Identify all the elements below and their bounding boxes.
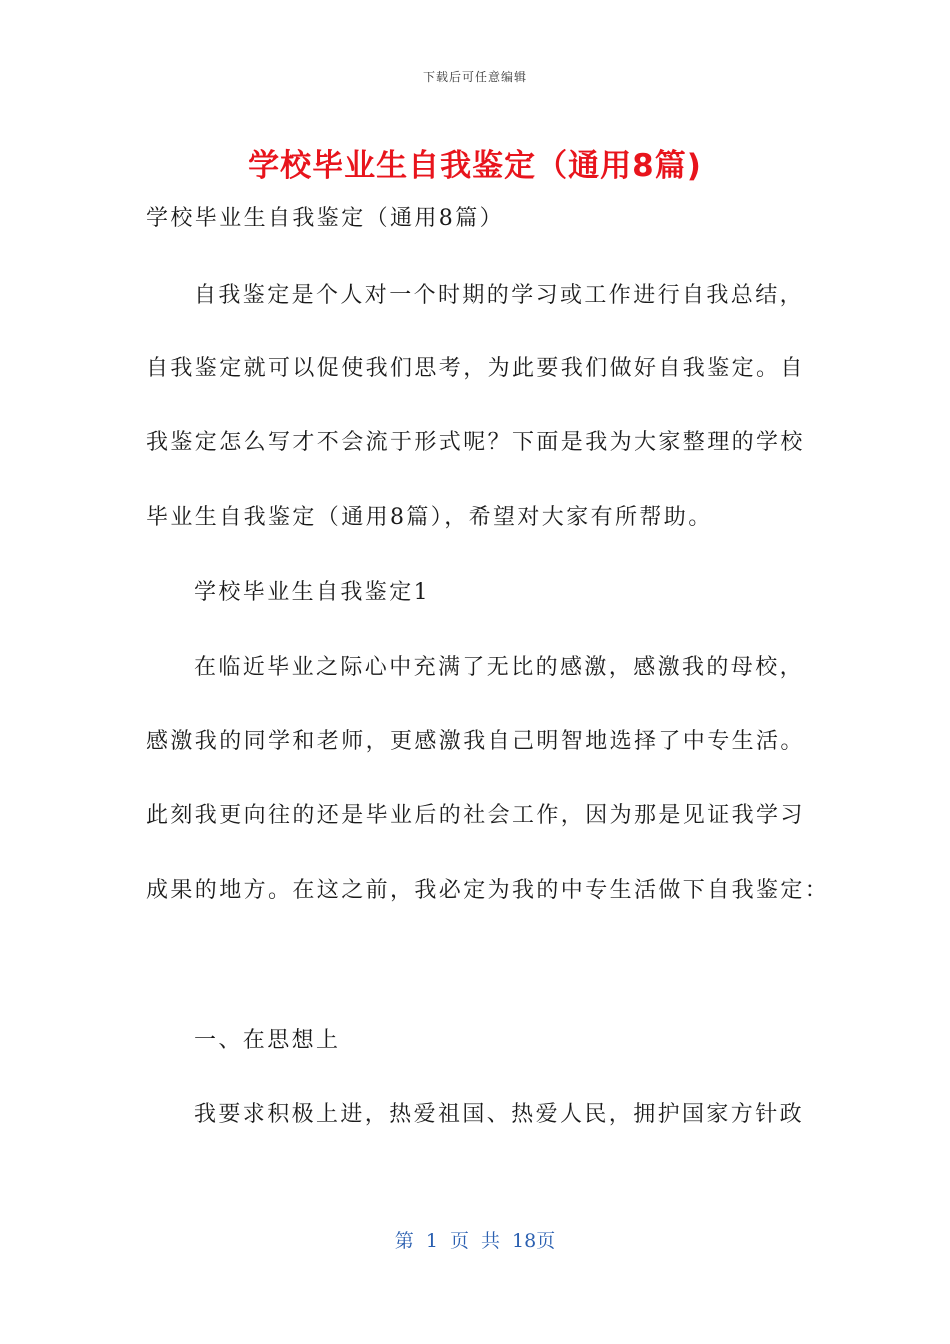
paragraph-line: 毕业生自我鉴定（通用8篇），希望对大家有所帮助。 — [146, 505, 713, 530]
subsection-heading: 一、在思想上 — [194, 1028, 341, 1053]
section-heading: 学校毕业生自我鉴定1 — [194, 580, 430, 605]
paragraph-line: 我要求积极上进，热爱祖国、热爱人民，拥护国家方针政 — [194, 1102, 805, 1127]
paragraph-line: 此刻我更向往的还是毕业后的社会工作，因为那是见证我学习 — [146, 803, 805, 828]
page-number: 第 1 页 共 18页 — [394, 1230, 556, 1252]
document-title: 学校毕业生自我鉴定（通用8篇) — [248, 148, 702, 184]
paragraph-line: 自我鉴定是个人对一个时期的学习或工作进行自我总结， — [194, 283, 805, 308]
header-note: 下载后可任意编辑 — [422, 70, 527, 84]
subtitle-line: 学校毕业生自我鉴定（通用8篇） — [146, 206, 504, 231]
paragraph-line: 在临近毕业之际心中充满了无比的感激，感激我的母校， — [194, 655, 805, 680]
paragraph-line: 感激我的同学和老师，更感激我自己明智地选择了中专生活。 — [146, 729, 805, 754]
paragraph-line: 自我鉴定就可以促使我们思考，为此要我们做好自我鉴定。自 — [146, 356, 805, 381]
paragraph-line: 我鉴定怎么写才不会流于形式呢？下面是我为大家整理的学校 — [146, 430, 805, 455]
paragraph-line: 成果的地方。在这之前，我必定为我的中专生活做下自我鉴定： — [146, 878, 830, 903]
